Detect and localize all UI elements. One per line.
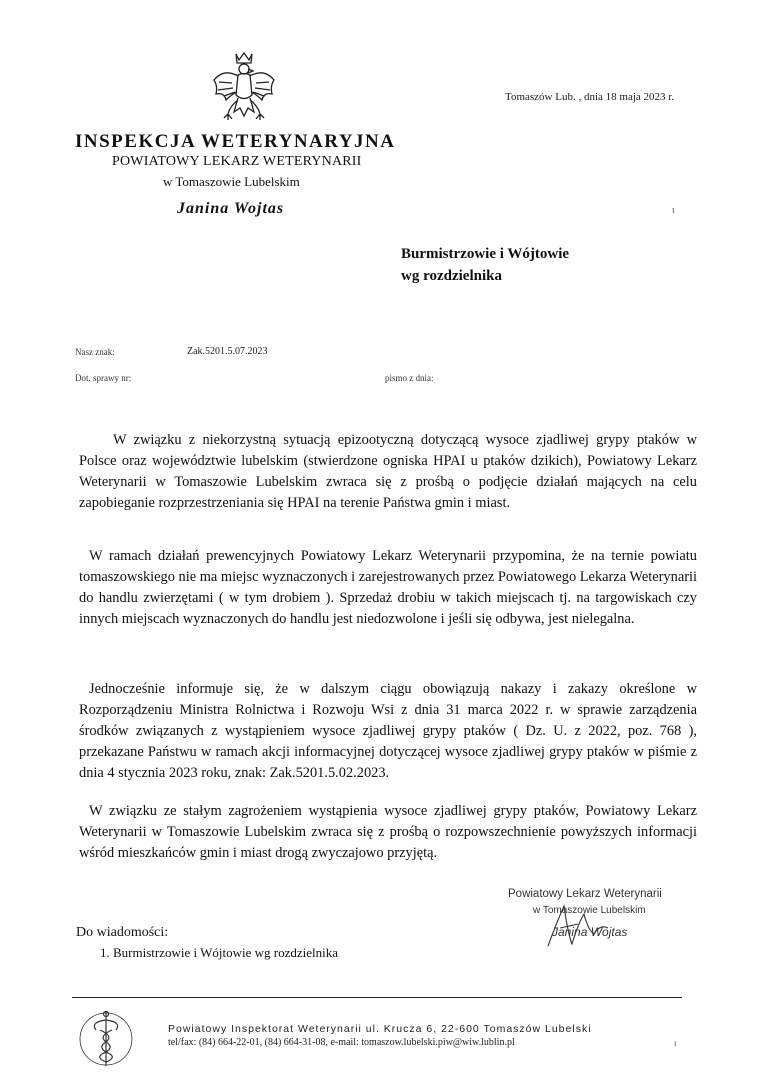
official-stamp <box>508 888 688 952</box>
distribution-label: Do wiadomości: <box>76 925 169 940</box>
footer-mark: ι <box>674 1038 677 1048</box>
office-name: POWIATOWY LEKARZ WETERYNARII <box>112 154 362 169</box>
footer-contact: tel/fax: (84) 664-22-01, (84) 664-31-08, e-mail: tomaszow.lubelski.piw@wiw.lublin.pl <box>168 1037 515 1048</box>
distribution-item: 1. Burmistrzowie i Wójtowie wg rozdzielnika <box>100 945 339 960</box>
case-ref-label: Dot. sprawy nr: <box>75 373 132 383</box>
letter-date-label: pismo z dnia: <box>385 373 434 383</box>
office-location: w Tomaszowie Lubelskim <box>163 174 300 189</box>
body-paragraph-1: W związku z niekorzystną sytuacją epizootyczną dotyczącą wysoce zjadliwej grypy ptaków w Polsce oraz województwie lubelskim (stwierdzone ogniska HPAI u ptaków dzikich), Powiatowy Lekarz Weterynarii w Tomaszowie Lubelskim zwraca się z prośbą o podjęcie działań mających na celu zapobieganie rozprzestrzeniania się HPAI na terenie Państwa gmin i miast. <box>79 432 697 511</box>
body-paragraph-3: Jednocześnie informuje się, że w dalszym ciągu obowiązują nakazy i zakazy określone w Rozporządzeniu Ministra Rolnictwa i Rozwoju Wsi z dnia 31 marca 2022 r. w sprawie zarządzenia środków związanych z wystąpieniem wysoce zjadliwej grypy ptaków ( Dz. U. z 2022, poz. 768 ), przekazane Państwu w ramach akcji informacyjnej dotyczącej wysoce zjadliwej grypy ptaków w piśmie z dnia 4 stycznia 2023 roku, znak: Zak.5201.5.02.2023. <box>79 681 697 781</box>
recipient-block <box>401 243 569 287</box>
margin-mark: ι <box>672 205 675 216</box>
footer-divider <box>72 997 682 998</box>
caduceus-logo-icon <box>78 1006 134 1072</box>
recipient-line-2: wg rozdzielnika <box>401 268 502 284</box>
body-paragraph-2: W ramach działań prewencyjnych Powiatowy Lekarz Weterynarii przypomina, że na ternie powiatu tomaszowskiego nie ma miejsc wyznaczonych i zarejestrowanych przez Powiatowego Lekarza Weterynarii do handlu zwierzętami ( w tym drobiem ). Sprzedaż drobiu w takich miejscach tj. na targowiskach czy innych miejscach wyznaczonych do handlu jest niedozwolone i jeśli się odbywa, jest nielegalna. <box>79 548 697 627</box>
body-paragraph-4: W związku ze stałym zagrożeniem wystąpienia wysoce zjadliwej grypy ptaków, Powiatowy Lekarz Weterynarii w Tomaszowie Lubelskim zwraca się z prośbą o rozpowszechnienie powyższych informacji wśród mieszkańców gmin i miast drogą zwyczajowo przyjętą. <box>79 803 697 861</box>
stamp-line-3: Janina Wojtas <box>552 925 628 939</box>
footer-address: Powiatowy Inspektorat Weterynarii ul. Krucza 6, 22-600 Tomaszów Lubelski <box>168 1023 592 1035</box>
stamp-line-2: w Tomaszowie Lubelskim <box>533 905 646 916</box>
official-name: Janina Wojtas <box>177 200 285 217</box>
institution-name: INSPEKCJA WETERYNARYJNA <box>75 131 396 152</box>
document-date: Tomaszów Lub. , dnia 18 maja 2023 r. <box>505 91 675 103</box>
white-eagle-emblem-icon <box>210 50 278 128</box>
stamp-line-1: Powiatowy Lekarz Weterynarii <box>508 888 662 900</box>
signature-icon <box>538 894 638 954</box>
recipient-line-1: Burmistrzowie i Wójtowie <box>401 246 570 262</box>
our-ref-value: Zak.5201.5.07.2023 <box>187 346 268 357</box>
our-ref-label: Nasz znak: <box>75 347 115 357</box>
